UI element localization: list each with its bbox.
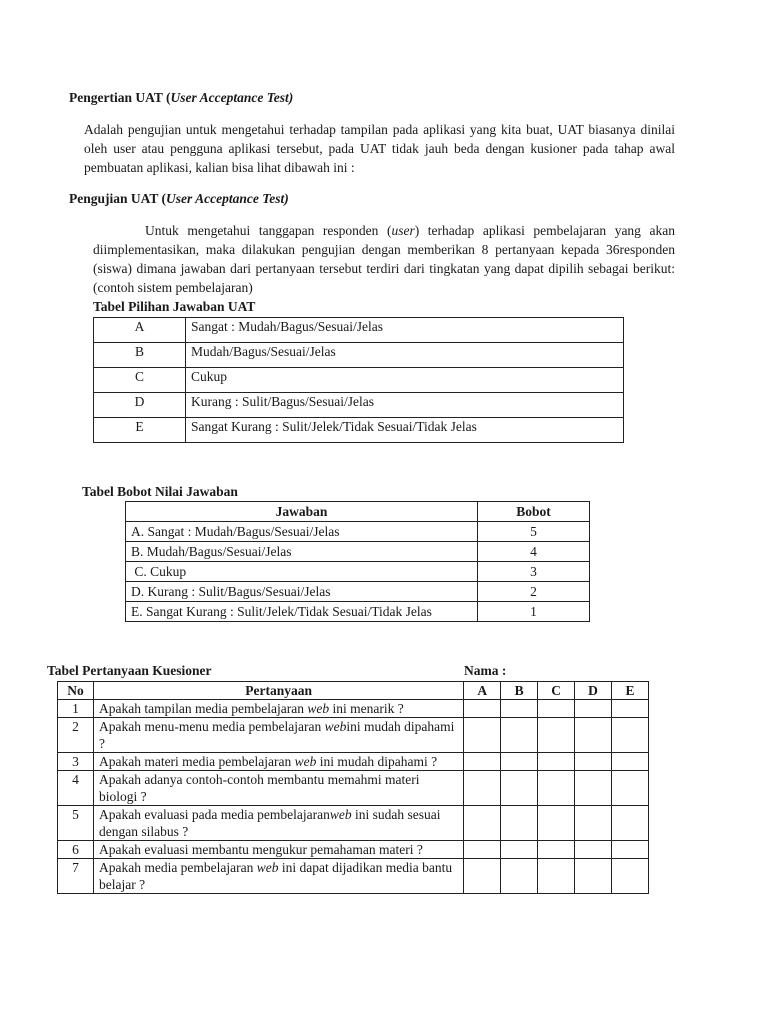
answer-box-b[interactable] (501, 771, 538, 806)
definition-text: Adalah pengujian untuk mengetahui terhadap tampilan pada aplikasi yang kita buat, UAT biasanya dinilai oleh user atau pengguna aplikasi tersebut, pada UAT tidak jauh beda dengan kusioner pada tahap awal pembuatan aplikasi, kalian bisa lihat dibawah ini : (84, 122, 675, 175)
question-text-part1: Apakah materi media pembelajaran (98, 754, 295, 769)
question-text-web: web (294, 754, 317, 769)
section-heading-pengujian (69, 191, 289, 207)
question-text (93, 841, 463, 859)
answer-cell: B. Mudah/Bagus/Sesuai/Jelas (126, 542, 478, 562)
table-row (58, 841, 649, 859)
table1-title: Tabel Pilihan Jawaban UAT (93, 299, 256, 314)
answer-box-a[interactable] (464, 806, 501, 841)
table3-title: Tabel Pertanyaan Kuesioner (47, 663, 212, 678)
col-header-no: No (58, 682, 94, 700)
col-header-answer: Jawaban (126, 502, 478, 522)
answer-box-b[interactable] (501, 753, 538, 771)
answer-cell: C. Cukup (126, 562, 478, 582)
table-row (94, 418, 624, 443)
answer-box-d[interactable] (575, 753, 612, 771)
table-row (126, 542, 590, 562)
question-number: 4 (58, 771, 94, 806)
option-description: Sangat : Mudah/Bagus/Sesuai/Jelas (186, 318, 624, 343)
col-header-d: D (575, 682, 612, 700)
col-header-b: B (501, 682, 538, 700)
weight-cell: 4 (478, 542, 590, 562)
heading-italic-text: User Acceptance Test) (166, 191, 289, 206)
question-text-web: web (329, 807, 352, 822)
answer-box-d[interactable] (575, 771, 612, 806)
table-row (126, 602, 590, 622)
question-number: 2 (58, 718, 94, 753)
answer-box-c[interactable] (538, 771, 575, 806)
table-row (126, 562, 590, 582)
question-text (93, 806, 463, 841)
table-row (126, 582, 590, 602)
answer-box-c[interactable] (538, 753, 575, 771)
answer-box-a[interactable] (464, 771, 501, 806)
answer-box-c[interactable] (538, 859, 575, 894)
weight-cell: 5 (478, 522, 590, 542)
answer-box-a[interactable] (464, 859, 501, 894)
answer-box-c[interactable] (538, 700, 575, 718)
option-description: Sangat Kurang : Sulit/Jelek/Tidak Sesuai/Tidak Jelas (186, 418, 624, 443)
answer-box-c[interactable] (538, 841, 575, 859)
col-header-question: Pertanyaan (93, 682, 463, 700)
question-text-part1: Apakah tampilan media pembelajaran (98, 701, 308, 716)
col-header-a: A (464, 682, 501, 700)
question-text-web: web (307, 701, 330, 716)
answer-box-a[interactable] (464, 753, 501, 771)
testing-paragraph (93, 221, 675, 297)
table-row (58, 700, 649, 718)
answer-box-b[interactable] (501, 700, 538, 718)
option-code: C (94, 368, 186, 393)
testing-text-part2: ) terhadap aplikasi pembelajaran yang akan diimplementasikan, maka dilakukan pengujian dengan memberikan 8 pertanyaan kepada 36responden (siswa) dimana jawaban dari pertanyaan tersebut terdiri dari tingkatan yang dapat dipilih sebagai berikut: (contoh sistem pembelajaran) (93, 223, 675, 295)
answer-box-b[interactable] (501, 718, 538, 753)
definition-paragraph (84, 120, 675, 177)
question-number: 1 (58, 700, 94, 718)
heading-text: Pengujian UAT ( (69, 191, 167, 206)
question-text-part1: Apakah evaluasi pada media pembelajaran (98, 807, 330, 822)
answer-box-d[interactable] (575, 700, 612, 718)
answer-cell: A. Sangat : Mudah/Bagus/Sesuai/Jelas (126, 522, 478, 542)
name-label: Nama : (464, 663, 507, 678)
question-text (93, 753, 463, 771)
answer-box-b[interactable] (501, 806, 538, 841)
heading-italic-text: User Acceptance Test) (170, 90, 294, 105)
answer-weight-table (125, 501, 590, 622)
answer-box-b[interactable] (501, 859, 538, 894)
question-text-part1: Apakah media pembelajaran (98, 860, 257, 875)
table2-title: Tabel Bobot Nilai Jawaban (82, 484, 238, 499)
answer-box-a[interactable] (464, 841, 501, 859)
answer-box-e[interactable] (612, 806, 649, 841)
testing-text-part1: Untuk mengetahui tanggapan responden ( (145, 223, 392, 238)
question-text-part1: Apakah evaluasi membantu mengukur pemahaman materi ? (98, 842, 423, 857)
question-text-part2: ini mudah dipahami ? (316, 754, 438, 769)
table-row (58, 718, 649, 753)
question-text-part2: ini sudah sesuai dengan silabus ? (98, 807, 441, 839)
table-row (58, 771, 649, 806)
weight-cell: 3 (478, 562, 590, 582)
question-text-web: web (256, 860, 279, 875)
question-text-part1: Apakah adanya contoh-contoh membantu memahmi materi biologi ? (98, 772, 420, 804)
col-header-weight: Bobot (478, 502, 590, 522)
answer-box-d[interactable] (575, 841, 612, 859)
option-description: Kurang : Sulit/Bagus/Sesuai/Jelas (186, 393, 624, 418)
answer-box-e[interactable] (612, 771, 649, 806)
table-row (94, 393, 624, 418)
table-row (58, 859, 649, 894)
table-row (58, 753, 649, 771)
answer-box-e[interactable] (612, 753, 649, 771)
questionnaire-table (57, 681, 649, 894)
table-row (94, 368, 624, 393)
question-text-part1: Apakah menu-menu media pembelajaran (98, 719, 325, 734)
col-header-c: C (538, 682, 575, 700)
question-number: 5 (58, 806, 94, 841)
answer-box-d[interactable] (575, 859, 612, 894)
answer-box-d[interactable] (575, 806, 612, 841)
answer-box-e[interactable] (612, 859, 649, 894)
option-code: B (94, 343, 186, 368)
option-code: E (94, 418, 186, 443)
table-row (94, 343, 624, 368)
answer-box-e[interactable] (612, 718, 649, 753)
testing-text-user: user (391, 223, 415, 238)
answer-box-a[interactable] (464, 718, 501, 753)
question-text-part2: ini menarik ? (329, 701, 404, 716)
question-text (93, 700, 463, 718)
question-text (93, 718, 463, 753)
question-text-web: web (324, 719, 347, 734)
weight-cell: 1 (478, 602, 590, 622)
table-row (58, 806, 649, 841)
answer-box-c[interactable] (538, 806, 575, 841)
question-text (93, 771, 463, 806)
question-text-part2: ini dapat dijadikan media bantu belajar ? (98, 860, 453, 892)
table-row (126, 522, 590, 542)
question-number: 6 (58, 841, 94, 859)
answer-box-e[interactable] (612, 700, 649, 718)
option-code: A (94, 318, 186, 343)
answer-options-table (93, 317, 624, 443)
answer-box-b[interactable] (501, 841, 538, 859)
question-text (93, 859, 463, 894)
question-text-part2: ini mudah dipahami ? (98, 719, 455, 751)
option-description: Cukup (186, 368, 624, 393)
answer-box-c[interactable] (538, 718, 575, 753)
question-number: 3 (58, 753, 94, 771)
question-number: 7 (58, 859, 94, 894)
heading-text: Pengertian UAT ( (69, 90, 171, 105)
weight-cell: 2 (478, 582, 590, 602)
option-description: Mudah/Bagus/Sesuai/Jelas (186, 343, 624, 368)
answer-box-a[interactable] (464, 700, 501, 718)
answer-cell: E. Sangat Kurang : Sulit/Jelek/Tidak Sesuai/Tidak Jelas (126, 602, 478, 622)
answer-box-d[interactable] (575, 718, 612, 753)
table-row (94, 318, 624, 343)
option-code: D (94, 393, 186, 418)
answer-box-e[interactable] (612, 841, 649, 859)
answer-cell: D. Kurang : Sulit/Bagus/Sesuai/Jelas (126, 582, 478, 602)
col-header-e: E (612, 682, 649, 700)
section-heading-pengertian (69, 90, 293, 106)
